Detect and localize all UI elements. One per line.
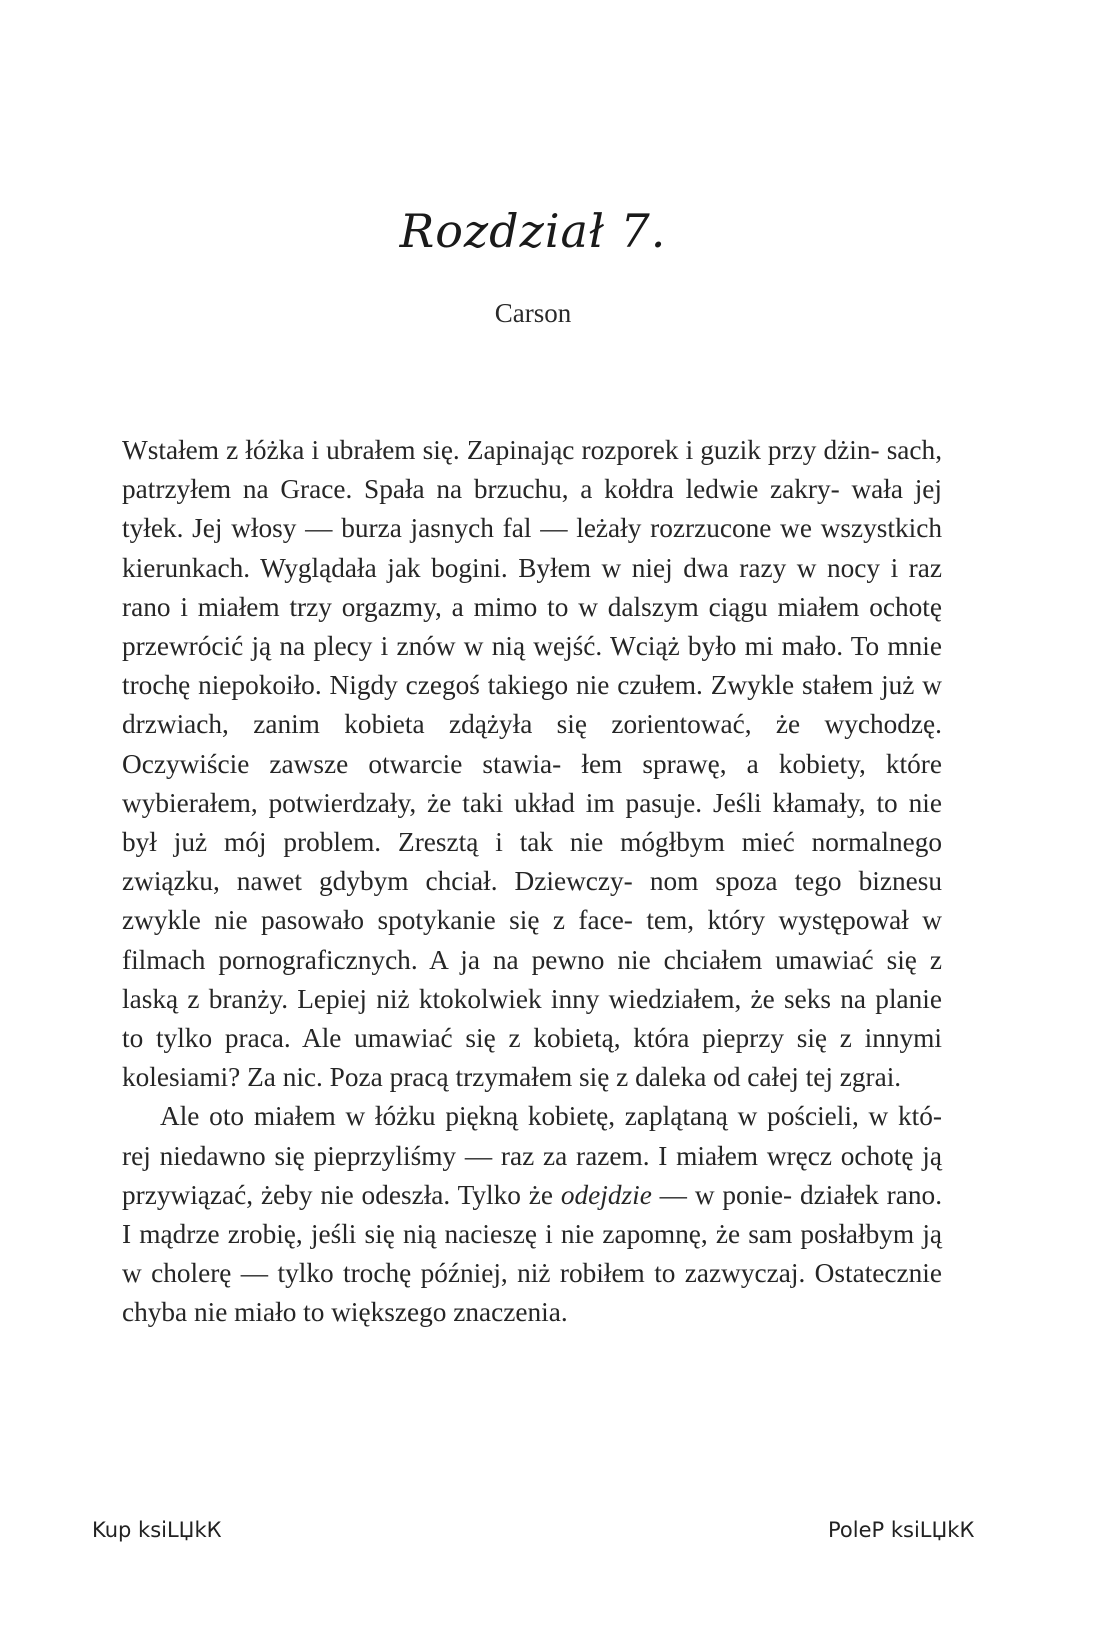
text-segment: — w ponie- [651,1179,793,1210]
text-line: działek rano. I mądrze zrobię, jeśli się nią nacieszę i nie zapomnę, [122,1179,943,1250]
text-line: wiedziałem, że seks na planie to tylko praca. Ale umawiać się z kobietą, [122,983,942,1054]
text-line: się z daleka od całej tej zgrai. [579,1062,902,1093]
text-line: razy w nocy i raz rano i miałem trzy orgazmy, a mimo to w dalszym [122,552,943,622]
paragraph-1 [122,431,942,1097]
text-line: rej niedawno się pieprzyliśmy — raz za razem. I miałem wręcz [122,1140,832,1171]
text-line: mógłbym mieć normalnego związku, nawet gdybym chciał. Dziewczy- [122,827,943,897]
chapter-title: Rozdział 7. [399,204,667,258]
text-line: nie czułem. Zwykle stałem już w drzwiach, zanim kobieta zdążyła [122,670,942,740]
text-line: Wstałem z łóżka i ubrałem się. Zapinając rozporek i guzik przy dżin- [122,435,880,465]
emphasis-text: odejdzie [560,1179,652,1210]
text-line: Wciąż było mi mało. To mnie trochę niepokoiło. Nigdy czegoś takiego [122,631,942,701]
recommend-book-link[interactable]: PoleР ksiLЏkК [828,1518,975,1542]
text-line: sach, patrzyłem na Grace. Spała na brzuchu, a kołdra ledwie zakry- [122,435,943,505]
body-text [122,431,942,1333]
text-line: im pasuje. Jeśli kłamały, to nie był już mój problem. Zresztą i tak nie [122,787,942,858]
text-line: we wszystkich kierunkach. Wyglądała jak bogini. Byłem w niej dwa [122,513,942,583]
text-line: która pieprzy się z innymi kolesiami? Za nic. Poza pracą trzymałem [122,1023,942,1093]
text-line: to zazwyczaj. Ostatecznie chyba nie miało to większego znaczenia. [122,1258,942,1328]
text-line: się zorientować, że wychodzę. Oczywiście zawsze otwarcie stawia- [122,709,942,779]
chapter-subtitle: Carson [494,298,572,328]
text-line: że sam posłałbym ją w cholerę — tylko trochę później, niż robiłem [122,1219,943,1289]
text-line: nie chciałem umawiać się z laską z branży. Lepiej niż ktokolwiek inny [122,944,942,1014]
text-line: nom spoza tego biznesu zwykle nie pasowało spotykanie się z face- [122,866,942,936]
text-segment: ochotę ją przywiązać, żeby nie odeszła. Tylko że [122,1140,942,1210]
text-line: wała jej tyłek. Jej włosy — burza jasnych fal — leżały rozrzucone [122,474,942,544]
text-line: łem sprawę, a kobiety, które wybierałem, potwierdzały, że taki układ [122,748,942,818]
buy-book-link[interactable]: Kup ksiLЏkК [92,1518,222,1542]
text-line: ciągu miałem ochotę przewrócić ją na plecy i znów w nią wejść. [122,591,942,662]
text-line: tem, który występował w filmach pornograficznych. A ja na pewno [122,905,942,975]
paragraph-2 [122,1097,942,1332]
text-line: Ale oto miałem w łóżku piękną kobietę, zaplątaną w pościeli, w któ- [160,1101,942,1132]
